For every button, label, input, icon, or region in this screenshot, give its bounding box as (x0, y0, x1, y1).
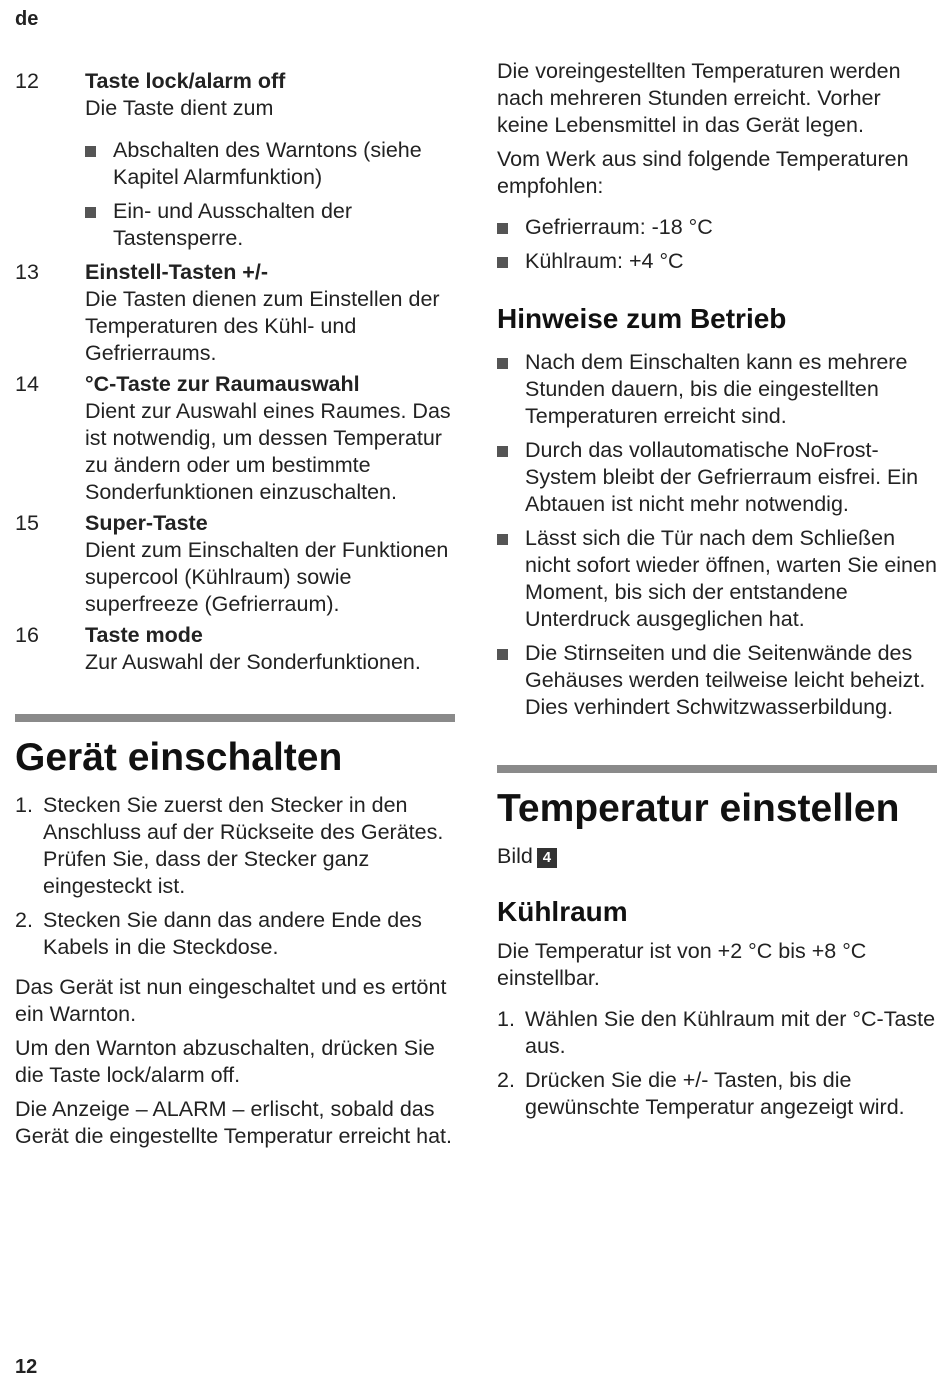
item-term: Taste mode (85, 623, 203, 647)
item-description: Zur Auswahl der Sonderfunktionen. (85, 650, 421, 674)
item-number: 13 (15, 260, 39, 284)
item-term: °C-Taste zur Raumauswahl (85, 372, 360, 396)
bullet-item: Nach dem Einschalten kann es mehrere Stunden dauern, bis die eingestellten Temperaturen erreicht sind. (497, 349, 937, 430)
definition-item-13 (15, 259, 455, 367)
definition-item-16 (15, 622, 455, 676)
paragraph: Vom Werk aus sind folgende Temperaturen empfohlen: (497, 147, 909, 198)
bullet-item: Gefrierraum: -18 °C (497, 214, 937, 241)
section-title-temperatur-einstellen: Temperatur einstellen (497, 787, 900, 830)
step-item (497, 1006, 937, 1060)
section-divider (497, 765, 937, 773)
item-number: 16 (15, 623, 39, 647)
figure-number-badge: 4 (537, 848, 557, 868)
step-text: Stecken Sie zuerst den Stecker in den Anschluss auf der Rückseite des Gerätes. Prüfen Sie, dass der Stecker ganz eingesteckt ist. (43, 793, 444, 898)
step-number: 1. (15, 793, 33, 817)
steps-list (15, 792, 455, 961)
bullet-item: Kühlraum: +4 °C (497, 248, 937, 275)
paragraph: Das Gerät ist nun eingeschaltet und es ertönt ein Warnton. (15, 975, 447, 1026)
paragraph: Die Anzeige – ALARM – erlischt, sobald das Gerät die eingestellte Temperatur erreicht hat. (15, 1097, 453, 1148)
figure-label: Bild (497, 844, 533, 868)
step-item (15, 792, 455, 900)
bullet-item: Abschalten des Warntons (siehe Kapitel Alarmfunktion) (85, 137, 455, 191)
paragraph: Die Temperatur ist von +2 °C bis +8 °C einstellbar. (497, 939, 867, 990)
item-term: Einstell-Tasten +/- (85, 260, 268, 284)
item-term: Taste lock/alarm off (85, 69, 286, 93)
subsection-title-kuehlraum: Kühlraum (497, 896, 628, 927)
paragraph: Um den Warnton abzuschalten, drücken Sie die Taste lock/alarm off. (15, 1036, 435, 1087)
definition-item-14 (15, 371, 455, 506)
right-column (497, 58, 937, 1134)
subsection-title-hinweise: Hinweise zum Betrieb (497, 303, 787, 334)
left-column (15, 68, 455, 1157)
paragraph: Die voreingestellten Temperaturen werden nach mehreren Stunden erreicht. Vorher keine Lebensmittel in das Gerät legen. (497, 59, 901, 137)
item-term: Super-Taste (85, 511, 208, 535)
section-title-geraet-einschalten: Gerät einschalten (15, 736, 343, 779)
step-item (497, 1067, 937, 1121)
item-description: Dient zum Einschalten der Funktionen supercool (Kühlraum) sowie superfreeze (Gefrierraum). (85, 538, 449, 616)
step-text: Stecken Sie dann das andere Ende des Kabels in die Steckdose. (43, 908, 422, 959)
recommended-temperatures-list (497, 214, 937, 275)
step-number: 2. (15, 908, 33, 932)
item-number: 15 (15, 511, 39, 535)
language-label: de (15, 8, 39, 30)
bullet-item: Ein- und Ausschalten der Tastensperre. (85, 198, 455, 252)
figure-reference (497, 843, 937, 870)
step-item (15, 907, 455, 961)
item-number: 14 (15, 372, 39, 396)
section-divider (15, 714, 455, 722)
step-text: Wählen Sie den Kühlraum mit der °C-Taste aus. (525, 1007, 936, 1058)
step-number: 1. (497, 1007, 515, 1031)
page-number: 12 (15, 1356, 38, 1378)
step-number: 2. (497, 1068, 515, 1092)
steps-list (497, 1006, 937, 1121)
bullet-item: Durch das vollautomatische NoFrost-System bleibt der Gefrierraum eisfrei. Ein Abtauen ist nicht mehr notwendig. (497, 437, 937, 518)
hinweise-list (497, 349, 937, 721)
item-bullet-list (85, 137, 455, 252)
bullet-item: Lässt sich die Tür nach dem Schließen nicht sofort wieder öffnen, warten Sie einen Moment, bis sich der entstandene Unterdruck ausgeglichen hat. (497, 525, 937, 633)
item-description: Die Taste dient zum (85, 96, 274, 120)
step-text: Drücken Sie die +/- Tasten, bis die gewünschte Temperatur angezeigt wird. (525, 1068, 905, 1119)
item-description: Dient zur Auswahl eines Raumes. Das ist notwendig, um dessen Temperatur zu ändern oder um bestimmte Sonderfunktionen einzuschalten. (85, 399, 451, 504)
definition-item-15 (15, 510, 455, 618)
item-description: Die Tasten dienen zum Einstellen der Temperaturen des Kühl- und Gefrierraums. (85, 287, 440, 365)
item-number: 12 (15, 69, 39, 93)
bullet-item: Die Stirnseiten und die Seitenwände des Gehäuses werden teilweise leicht beheizt. Dies verhindert Schwitzwasserbildung. (497, 640, 937, 721)
definition-item-12 (15, 68, 455, 252)
